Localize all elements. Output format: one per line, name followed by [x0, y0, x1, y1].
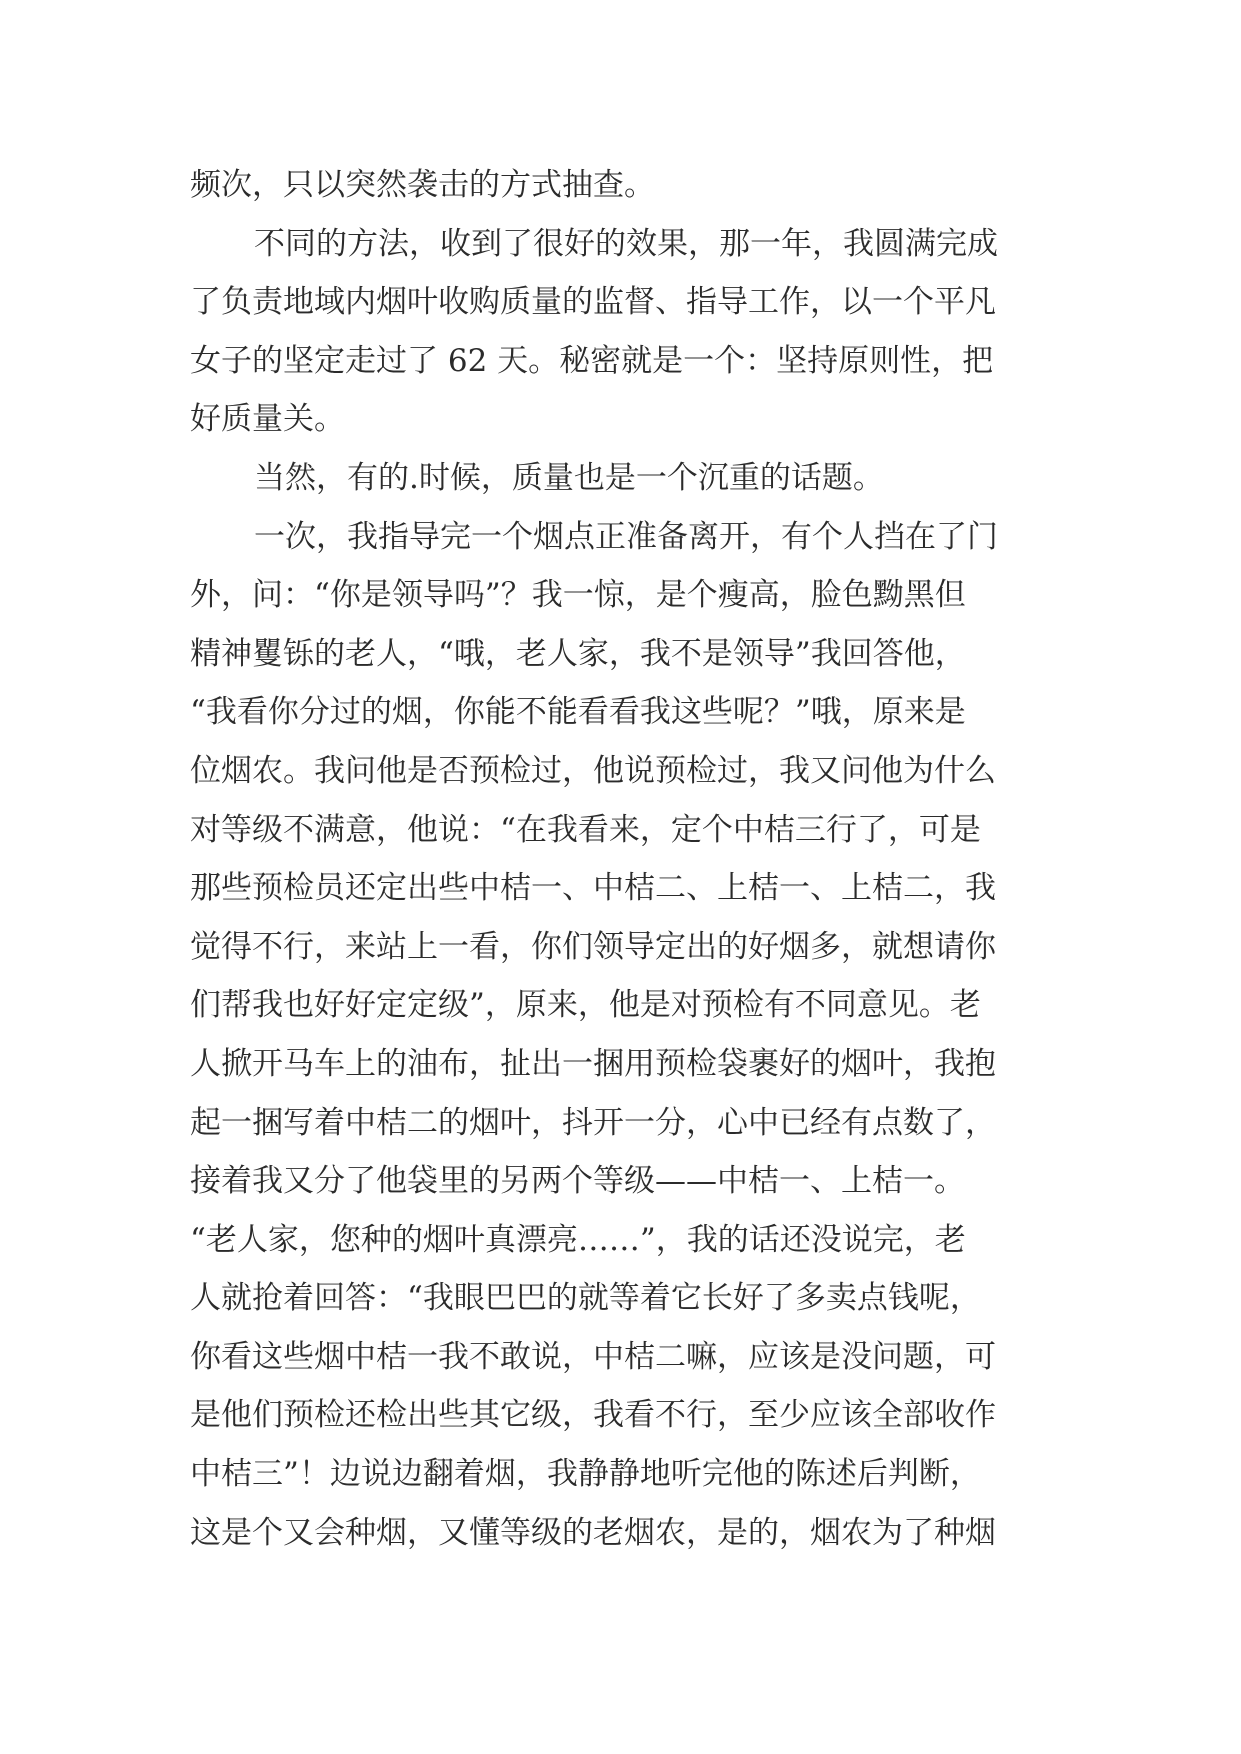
text-line: “我看你分过的烟，你能不能看看我这些呢？”哦，原来是	[190, 694, 966, 731]
text-line: 那些预检员还定出些中桔一、中桔二、上桔一、上桔二，我	[190, 870, 996, 907]
text-line: 频次，只以突然袭击的方式抽查。	[190, 167, 655, 203]
text-line: 人就抢着回答：“我眼巴巴的就等着它长好了多卖点钱呢，	[190, 1280, 981, 1317]
text-line: 当然，有的.时候，质量也是一个沉重的话题。	[254, 459, 884, 496]
text-line: 人掀开马车上的油布，扯出一捆用预检袋裹好的烟叶，我抱	[190, 1045, 996, 1082]
text-line: 们帮我也好好定定级”，原来，他是对预检有不同意见。老	[190, 987, 981, 1024]
text-line: 中桔三”！边说边翻着烟，我静静地听完他的陈述后判断，	[190, 1456, 981, 1493]
text-line: 精神矍铄的老人，“哦，老人家，我不是领导”我回答他，	[190, 635, 966, 672]
text-line: 外，问：“你是领导吗”？我一惊，是个瘦高，脸色黝黑但	[190, 577, 966, 614]
text-line: 觉得不行，来站上一看，你们领导定出的好烟多，就想请你	[190, 928, 996, 965]
text-line: 一次，我指导完一个烟点正准备离开，有个人挡在了门	[254, 518, 998, 555]
text-line: 这是个又会种烟，又懂等级的老烟农，是的，烟农为了种烟	[190, 1514, 996, 1551]
text-line: 是他们预检还检出些其它级，我看不行，至少应该全部收作	[190, 1397, 996, 1434]
text-line: 了负责地域内烟叶收购质量的监督、指导工作，以一个平凡	[190, 284, 996, 321]
text-line: 起一捆写着中桔二的烟叶，抖开一分，心中已经有点数了，	[190, 1104, 996, 1141]
text-line: “老人家，您种的烟叶真漂亮……”，我的话还没说完，老	[190, 1221, 966, 1258]
body-text	[190, 156, 1060, 1562]
text-line: 好质量关。	[190, 401, 345, 438]
text-line: 不同的方法，收到了很好的效果，那一年，我圆满完成	[254, 225, 998, 262]
text-line: 女子的坚定走过了 62 天。秘密就是一个：坚持原则性，把	[190, 342, 994, 379]
text-line: 你看这些烟中桔一我不敢说，中桔二嘛，应该是没问题，可	[190, 1338, 996, 1375]
text-line: 接着我又分了他袋里的另两个等级——中桔一、上桔一。	[190, 1163, 965, 1200]
text-line: 对等级不满意，他说：“在我看来，定个中桔三行了，可是	[190, 811, 981, 848]
text-line: 位烟农。我问他是否预检过，他说预检过，我又问他为什么	[190, 752, 996, 789]
